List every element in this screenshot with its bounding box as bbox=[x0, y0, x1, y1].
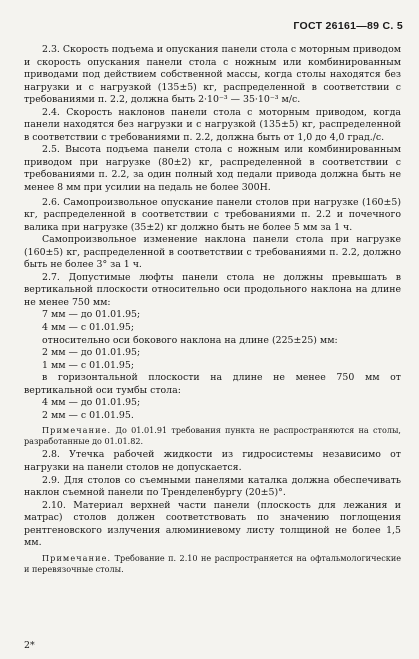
note-2 bbox=[24, 553, 401, 575]
paragraph: 2 мм — с 01.01.95. bbox=[42, 409, 134, 421]
paragraph: 4 мм — до 01.01.95; bbox=[42, 397, 141, 409]
paragraph: 2.6. Самопроизвольное опускание панели столов при нагрузке (160±5) кг, распределенной в соответствии с требованиями п. 2.2 и почечного валика при нагрузке (35±2) кг должно быть не более 5 мм за 1 ч. bbox=[24, 196, 401, 233]
note-1 bbox=[24, 425, 401, 447]
paragraph: в горизонтальной плоскости на длине не менее 750 мм от вертикальной оси тумбы стола: bbox=[24, 372, 401, 396]
clauses-group-1 bbox=[24, 44, 401, 422]
paragraph: относительно оси бокового наклона на длине (225±25) мм: bbox=[42, 334, 338, 346]
paragraph: 2.4. Скорость наклонов панели стола с моторным приводом, когда панели находятся без нагрузки и с нагрузкой (135±5) кг, распределенной в соответствии с требованиями п. 2.2, должна быть от 1,0 до 4,0 град./с. bbox=[24, 106, 401, 143]
note-label: Примечание. bbox=[42, 552, 112, 563]
note-label: Примечание. bbox=[42, 425, 112, 436]
paragraph: 4 мм — с 01.01.95; bbox=[42, 322, 135, 334]
page-footer-mark: 2* bbox=[24, 640, 35, 651]
page-header: ГОСТ 26161—89 С. 5 bbox=[293, 20, 403, 32]
paragraph: 2.3. Скорость подъема и опускания панели стола с моторным приводом и скорость опускания панели стола с ножным или комбинированным приводами под действием собственной массы, когда столы находятся без нагрузки и с нагрузкой (135±5) кг, распределенной в соответствии с требованиями п. 2.2, должна быть 2·10⁻³ — 35·10⁻³ м/с. bbox=[24, 44, 402, 106]
paragraph: Самопроизвольное изменение наклона панели стола при нагрузке (160±5) кг, распределенной в соответствии с требованиями п. 2.2, должно быть не более 3° за 1 ч. bbox=[24, 234, 401, 271]
paragraph: 2.10. Материал верхней части панели (плоскость для лежания и матрас) столов должен соответствовать по значению поглощения рентгеновского излучения алюминиевому листу толщиной не более 1,5 мм. bbox=[24, 499, 401, 549]
note-text: До 01.01.91 требования пункта не распространяются на столы, разработанные до 01.01.82. bbox=[24, 425, 401, 447]
paragraph: 2.9. Для столов со съемными панелями каталка должна обеспечивать наклон съемной панели по Тренделенбургу (20±5)°. bbox=[24, 474, 401, 499]
paragraph: 2 мм — до 01.01.95; bbox=[42, 347, 141, 359]
paragraph: 7 мм — до 01.01.95; bbox=[42, 309, 141, 321]
clauses-group-2 bbox=[24, 449, 401, 549]
paragraph: 1 мм — с 01.01.95; bbox=[42, 359, 135, 371]
note-text: Требование п. 2.10 не распространяется на офтальмологические и перевязочные столы. bbox=[24, 552, 401, 574]
paragraph: 2.7. Допустимые люфты панели стола не должны превышать в вертикальной плоскости относительно оси продольного наклона на длине не менее 750 мм: bbox=[24, 271, 401, 308]
paragraph: 2.5. Высота подъема панели стола с ножным или комбинированным приводом при нагрузке (80±2) кг, распределенной в соответствии с требованиями п. 2.2, за один полный ход педали привода должна быть не менее 8 мм при усилии на педаль не более 300Н. bbox=[24, 144, 401, 194]
paragraph: 2.8. Утечка рабочей жидкости из гидросистемы независимо от нагрузки на панели столов не допускается. bbox=[24, 449, 401, 473]
document-body bbox=[24, 44, 401, 575]
